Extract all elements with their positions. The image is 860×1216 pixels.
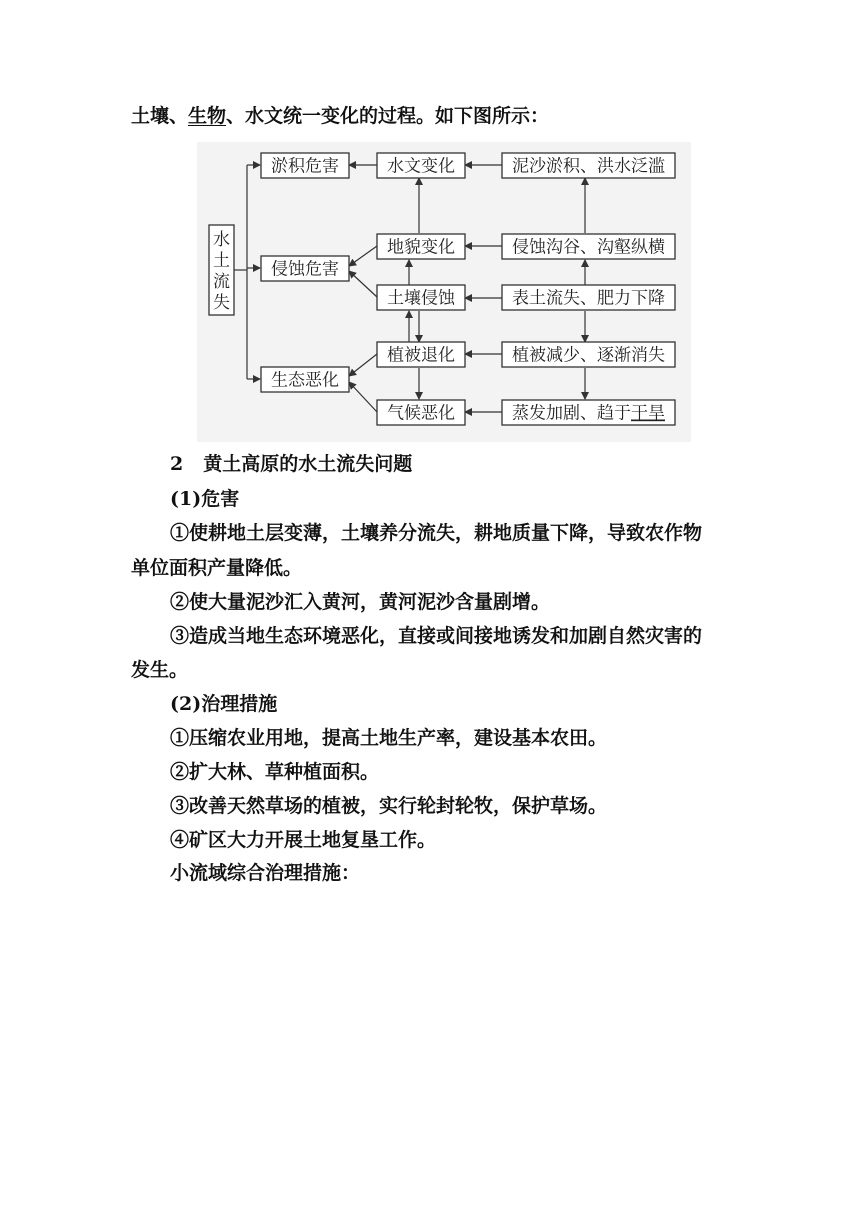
node-ecology [261, 367, 349, 392]
node-root-char: 水 [213, 230, 230, 250]
section-title-text: 黄土高原的水土流失问题 [203, 453, 413, 475]
node-hydrology [377, 153, 465, 178]
harm-item-3-line-1: ③造成当地生态环境恶化，直接或间接地诱发和加剧自然灾害的 [170, 625, 703, 647]
measures-item-1: ①压缩农业用地，提高土地生产率，建设基本农田。 [170, 727, 608, 749]
node-gully-label: 侵蚀沟谷、沟壑纵横 [512, 237, 665, 258]
harm-item-1-line-2: 单位面积产量降低。 [131, 557, 303, 579]
node-soil-label: 土壤侵蚀 [387, 288, 455, 309]
node-silt-label: 泥沙淤积、洪水泛滥 [512, 156, 665, 177]
node-vegetation-label: 植被退化 [387, 345, 455, 366]
node-root-char: 失 [213, 293, 230, 313]
node-root-char: 流 [213, 272, 230, 292]
node-climate-label: 气候恶化 [387, 403, 455, 424]
node-root [209, 225, 234, 315]
intro-text-1: 土壤、 [131, 105, 189, 127]
edge-climate-ecology [349, 382, 377, 412]
node-root-char: 土 [213, 251, 230, 271]
node-landform-label: 地貌变化 [387, 237, 455, 258]
node-plants-label: 植被减少、逐渐消失 [512, 345, 665, 366]
harm-item-2: ②使大量泥沙汇入黄河，黄河泥沙含量剧增。 [170, 591, 551, 613]
soil-erosion-diagram [197, 142, 691, 442]
node-hydrology-label: 水文变化 [387, 156, 455, 177]
node-evap-label-b: 干旱 [631, 403, 665, 424]
node-landform [377, 234, 465, 259]
node-topsoil [502, 285, 675, 310]
intro-text-3: 、水文统一变化的过程。如下图所示： [226, 105, 550, 127]
node-gully [502, 234, 675, 259]
node-evap-label-a: 蒸发加剧、趋于 [512, 403, 631, 424]
edge-landform-erosion [349, 246, 377, 266]
measures-heading: (2)治理措施 [170, 693, 278, 715]
node-erosion [261, 256, 349, 281]
measures-item-4: ④矿区大力开展土地复垦工作。 [170, 829, 437, 851]
node-erosion-label: 侵蚀危害 [271, 259, 339, 280]
section-title [170, 455, 780, 474]
node-plants [502, 342, 675, 367]
harm-item-3-line-2: 发生。 [131, 659, 189, 681]
intro-text-biology: 生物 [188, 105, 227, 127]
node-vegetation [377, 342, 465, 367]
node-ecology-label: 生态恶化 [271, 370, 339, 391]
node-silt [502, 153, 675, 178]
section-number: 2 [170, 453, 184, 475]
measures-item-2: ②扩大林、草种植面积。 [170, 761, 380, 783]
harm-heading: (1)危害 [170, 488, 240, 510]
edge-vegetation-ecology [349, 354, 377, 376]
node-climate [377, 400, 465, 425]
measures-item-3: ③改善天然草场的植被，实行轮封轮牧，保护草场。 [170, 795, 608, 817]
intro-line [131, 107, 741, 126]
node-evap-label [512, 404, 665, 424]
node-evap [502, 400, 675, 425]
node-deposition-label: 淤积危害 [271, 156, 339, 177]
node-deposition [261, 153, 349, 178]
node-soil [377, 285, 465, 310]
node-topsoil-label: 表土流失、肥力下降 [512, 288, 665, 309]
node-root-label [213, 230, 230, 313]
edge-soil-erosion [349, 271, 377, 297]
harm-item-1-line-1: ①使耕地土层变薄，土壤养分流失，耕地质量下降，导致农作物 [170, 522, 703, 544]
diagram-svg [197, 142, 691, 442]
small-basin-heading: 小流域综合治理措施： [170, 862, 361, 884]
